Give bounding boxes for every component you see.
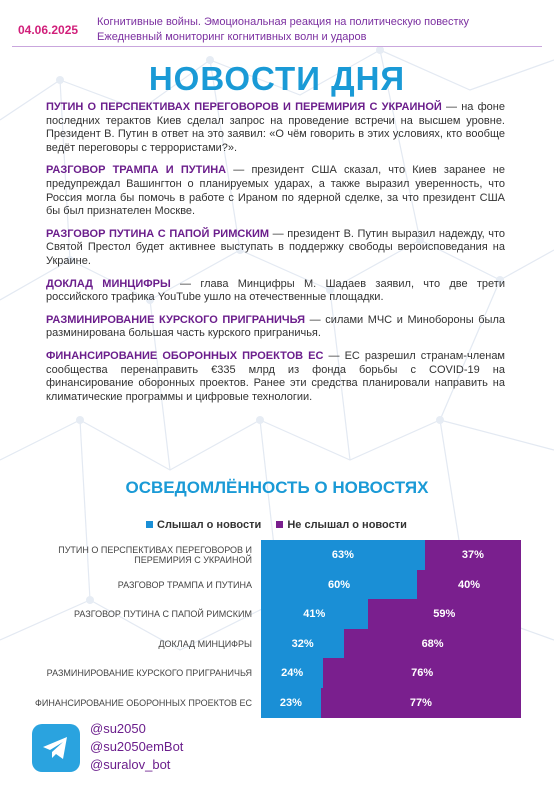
bar-segment — [261, 629, 344, 659]
category-label: РАЗМИНИРОВАНИЕ КУРСКОГО ПРИГРАНИЧЬЯ — [46, 668, 252, 678]
news-headline: РАЗГОВОР ПУТИНА С ПАПОЙ РИМСКИМ — [46, 227, 270, 240]
bar-segment — [321, 688, 521, 718]
news-headline: РАЗМИНИРОВАНИЕ КУРСКОГО ПРИГРАНИЧЬЯ — [46, 313, 306, 326]
handle-link[interactable]: @suralov_bot — [90, 757, 171, 772]
bar-segment — [368, 599, 521, 629]
legend-label: Не слышал о новости — [287, 519, 407, 531]
chart-legend — [146, 519, 419, 531]
chart-row — [0, 688, 554, 718]
category-label: ДОКЛАД МИНЦИФРЫ — [158, 638, 252, 649]
bar-segment — [261, 658, 323, 688]
chart-row — [0, 599, 554, 629]
bar-segment — [344, 629, 521, 659]
data-label: 41% — [303, 608, 326, 620]
news-item — [46, 278, 505, 305]
bar-segment — [261, 599, 368, 629]
legend-item-not-heard — [276, 519, 407, 531]
category-label: ПУТИН О ПЕРСПЕКТИВАХ ПЕРЕГОВОРОВ И ПЕРЕМИРИЯ С УКРАИНОЙ — [58, 545, 252, 565]
stacked-bar — [261, 599, 521, 629]
stacked-bar — [261, 688, 521, 718]
data-label: 24% — [281, 667, 304, 679]
header-subtitle-2: Ежедневный мониторинг когнитивных волн и ударов — [97, 31, 367, 43]
bar-segment — [261, 540, 425, 570]
legend-label: Слышал о новости — [157, 519, 262, 531]
report-date: 04.06.2025 — [18, 23, 79, 37]
stacked-bar — [261, 570, 521, 600]
legend-item-heard — [146, 519, 261, 531]
chart-row — [0, 658, 554, 688]
category-label: РАЗГОВОР ПУТИНА С ПАПОЙ РИМСКИМ — [74, 609, 252, 619]
stacked-bar — [261, 658, 521, 688]
news-item — [46, 101, 505, 155]
chart-row — [0, 629, 554, 659]
chart-row — [0, 540, 554, 570]
data-label: 63% — [331, 549, 354, 561]
data-label: 59% — [433, 608, 456, 620]
data-label: 60% — [327, 578, 351, 591]
news-headline: РАЗГОВОР ТРАМПА И ПУТИНА — [46, 164, 227, 177]
data-label: 68% — [421, 637, 444, 650]
data-label: 77% — [409, 696, 432, 709]
category-label: РАЗГОВОР ТРАМПА И ПУТИНА — [117, 579, 252, 590]
category-label: ФИНАНСИРОВАНИЕ ОБОРОННЫХ ПРОЕКТОВ ЕС — [35, 697, 252, 708]
news-body: — на фоне последних терактов Киев сделал запрос на проведение встречи на высшем уровне. Президент В. Путин в ответ на это заявил: «О чём говорить в этих условиях, кто вообще ведёт переговоры с террористами?». — [46, 101, 505, 154]
news-body: — президент США сказал, что Киев заранее не предупреждал Вашингтон о планируемых ударах, а также выразил уверенность, что Россия могла бы помочь в работе с Ираном по ядерной сделке, за что президент США бы был признателен Москве. — [46, 164, 505, 218]
header — [0, 0, 554, 50]
stacked-bar — [261, 540, 521, 570]
news-headline: ДОКЛАД МИНЦИФРЫ — [46, 277, 171, 290]
news-item — [46, 228, 505, 269]
data-label: 76% — [411, 667, 434, 679]
handle-link[interactable]: @su2050 — [90, 721, 146, 736]
chart-row — [0, 570, 554, 600]
data-label: 32% — [291, 637, 314, 650]
bar-segment — [261, 688, 321, 718]
data-label: 23% — [279, 696, 302, 709]
news-headline: ФИНАНСИРОВАНИЕ ОБОРОННЫХ ПРОЕКТОВ ЕС — [46, 349, 324, 362]
news-item — [46, 164, 505, 218]
bar-segment — [261, 570, 417, 600]
bar-segment — [425, 540, 521, 570]
data-label: 40% — [457, 578, 481, 591]
data-label: 37% — [461, 549, 484, 561]
bar-segment — [417, 570, 521, 600]
awareness-title: ОСВЕДОМЛЁННОСТЬ О НОВОСТЯХ — [125, 478, 429, 497]
awareness-chart — [0, 540, 554, 720]
header-subtitle-1: Когнитивные войны. Эмоциональная реакция на политическую повестку — [97, 16, 470, 28]
news-body: — ЕС разрешил странам-членам сообщества перенаправить €335 млрд из фонда борьбы с COVID-19 на финансирование оборонных проектов. Ранее эти средства планировали направить на климатические программы и цифровые технологии. — [46, 349, 505, 403]
legend-swatch — [146, 521, 153, 528]
telegram-icon[interactable] — [32, 724, 80, 772]
channel-handles — [90, 720, 183, 774]
bar-segment — [323, 658, 521, 688]
news-body: — глава Минцифры М. Шадаев заявил, что две трети российского трафика YouTube ушло на отечественные площадки. — [46, 277, 505, 304]
legend-swatch — [276, 521, 283, 528]
handle-link[interactable]: @su2050emBot — [90, 739, 184, 754]
footer — [0, 716, 554, 800]
news-item — [46, 350, 505, 404]
news-body: — силами МЧС и Минобороны была разминирована большая часть курского приграничья. — [46, 313, 505, 340]
news-item — [46, 314, 505, 341]
page-title: НОВОСТИ ДНЯ — [148, 60, 406, 97]
header-divider — [12, 46, 542, 47]
stacked-bar — [261, 629, 521, 659]
news-body: — президент В. Путин выразил надежду, что Святой Престол будет активнее выступать в поддержку свободы вероисповедания на Украине. — [46, 227, 505, 267]
news-list — [46, 101, 505, 413]
news-headline: ПУТИН О ПЕРСПЕКТИВАХ ПЕРЕГОВОРОВ И ПЕРЕМИРИЯ С УКРАИНОЙ — [46, 101, 442, 113]
